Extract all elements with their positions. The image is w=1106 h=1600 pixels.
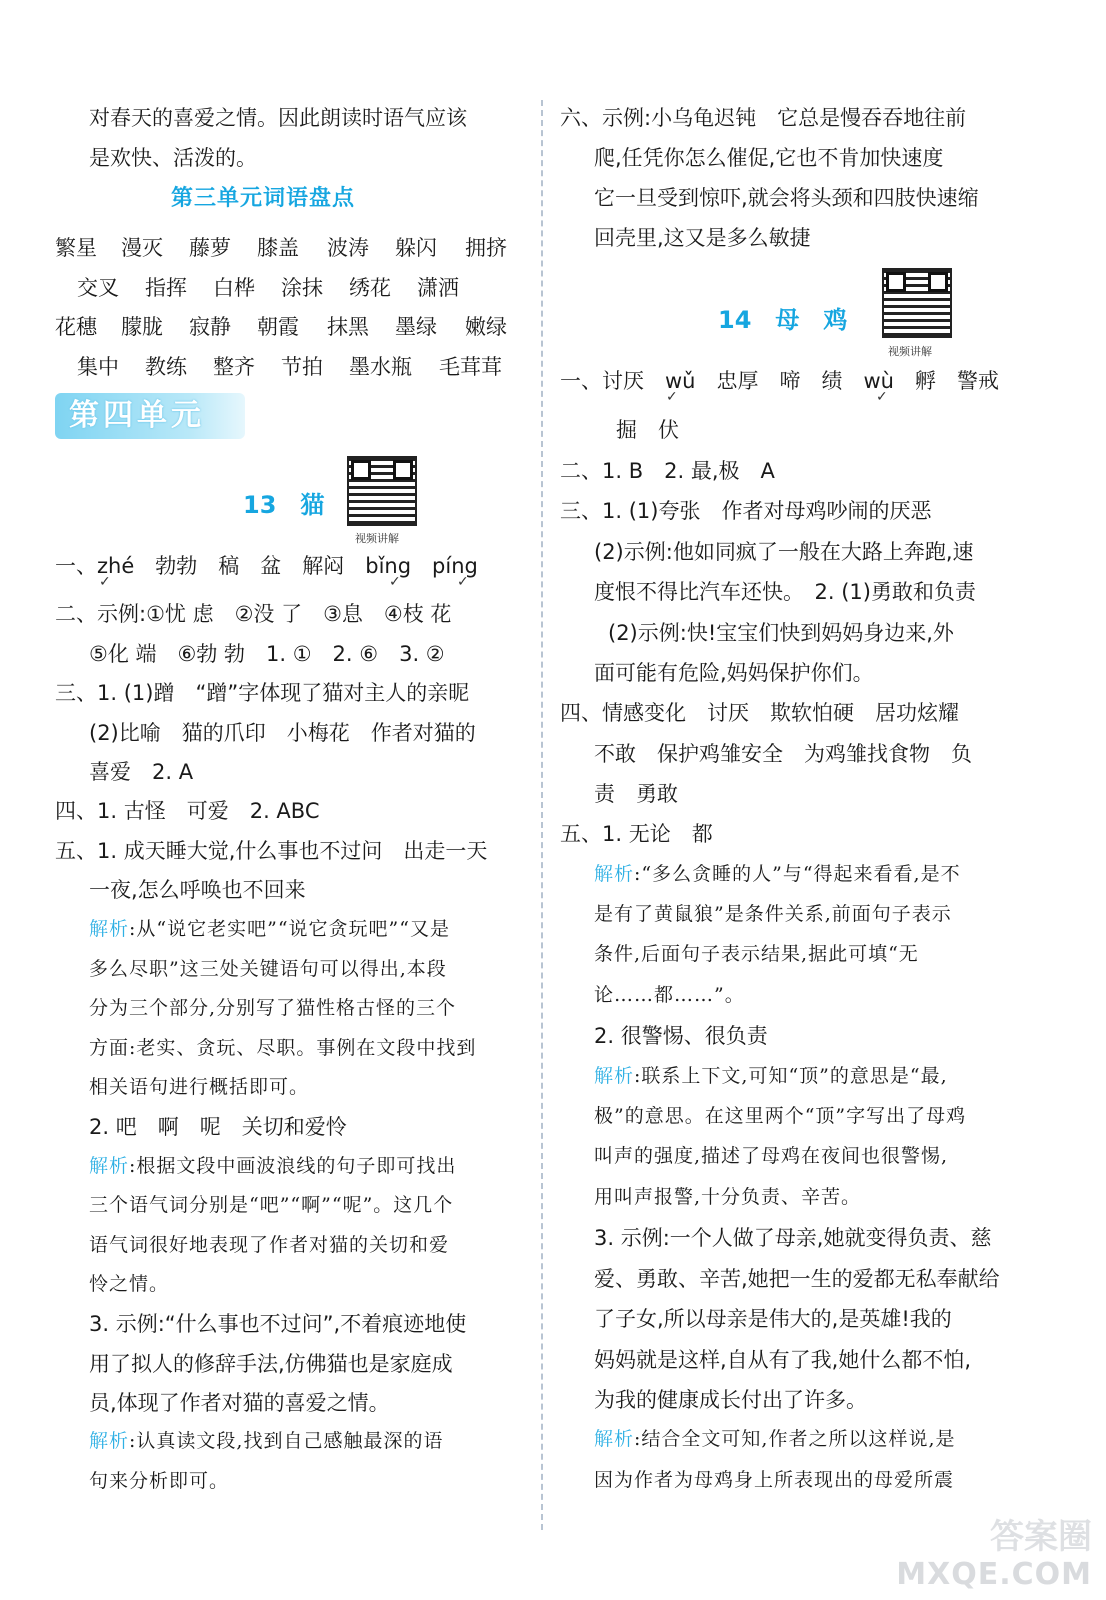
answer-line: 面可能有危险,妈妈保护你们。 xyxy=(594,661,874,685)
answer-line: 用了拟人的修辞手法,仿佛猫也是家庭成 xyxy=(89,1352,453,1376)
word: 花穗 xyxy=(55,315,97,339)
word: 白桦 xyxy=(213,276,255,300)
answer-line: 2. 很警惕、很负责 xyxy=(594,1024,768,1048)
analysis-label: 解析 xyxy=(89,1430,130,1452)
analysis-line xyxy=(594,1430,956,1449)
word: 波涛 xyxy=(327,236,369,260)
checkmark-icon: ✓ xyxy=(876,389,888,405)
analysis-line: 论……都……”。 xyxy=(594,984,745,1006)
analysis-line xyxy=(89,1432,443,1451)
answer-line: (2)比喻 猫的爪印 小梅花 作者对猫的 xyxy=(89,721,476,745)
analysis-text: :认真读文段,找到自己感触最深的语 xyxy=(129,1430,444,1452)
word: 绣花 xyxy=(349,276,391,300)
answer-line: (2)示例:他如同疯了一般在大路上奔跑,速 xyxy=(594,540,974,564)
analysis-line: 因为作者为母鸡身上所表现出的母爱所震 xyxy=(594,1469,955,1491)
word: 膝盖 xyxy=(257,236,299,260)
answer-line: 3. 示例:一个人做了母亲,她就变得负责、慈 xyxy=(594,1226,992,1250)
analysis-text: :联系上下文,可知“顶”的意思是“最, xyxy=(634,1065,948,1087)
analysis-line: 条件,后面句子表示结果,据此可填“无 xyxy=(594,943,919,965)
unit3-heading: 第三单元词语盘点 xyxy=(171,186,356,211)
analysis-label: 解析 xyxy=(89,918,130,940)
qr-label: 视频讲解 xyxy=(888,345,932,358)
analysis-text: :从“说它老实吧”“说它贪玩吧”“又是 xyxy=(129,918,450,940)
analysis-line: 语气词很好地表现了作者对猫的关切和爱 xyxy=(89,1234,450,1256)
word: 指挥 xyxy=(145,276,187,300)
checkmark-icon: ✓ xyxy=(666,389,678,405)
answer-line: 五、1. 无论 都 xyxy=(560,822,713,846)
answer-line: 员,体现了作者对猫的喜爱之情。 xyxy=(89,1391,390,1415)
word: 集中 xyxy=(77,355,119,379)
word: 墨水瓶 xyxy=(349,355,412,379)
word: 毛茸茸 xyxy=(439,355,502,379)
word: 抹黑 xyxy=(327,315,369,339)
analysis-line xyxy=(89,920,450,939)
analysis-text: :“多么贪睡的人”与“得起来看看,是不 xyxy=(634,863,961,885)
watermark: MXQE.COM xyxy=(896,1557,1092,1592)
word: 嫩绿 xyxy=(465,315,507,339)
answer-line: 二、示例:①忧 虑 ②没 了 ③息 ④枝 花 xyxy=(55,602,452,626)
analysis-line: 是有了黄鼠狼”是条件关系,前面句子表示 xyxy=(594,903,952,925)
word: 拥挤 xyxy=(465,236,507,260)
word: 墨绿 xyxy=(395,315,437,339)
answer-line: 一夜,怎么呼唤也不回来 xyxy=(89,878,306,902)
column-divider xyxy=(541,100,543,1530)
intro-line: 对春天的喜爱之情。因此朗读时语气应该 xyxy=(89,106,467,130)
analysis-line: 多么尽职”这三处关键语句可以得出,本段 xyxy=(89,958,447,980)
answer-line: 不敢 保护鸡雏安全 为鸡雏找食物 负 xyxy=(594,742,972,766)
answer-line: (2)示例:快!宝宝们快到妈妈身边来,外 xyxy=(608,621,954,645)
answer-line: 妈妈就是这样,自从有了我,她什么都不怕, xyxy=(594,1348,972,1372)
answer-line: ⑤化 端 ⑥勃 勃 1. ① 2. ⑥ 3. ② xyxy=(89,642,445,666)
analysis-label: 解析 xyxy=(594,1065,635,1087)
answer-line: 度恨不得比汽车还快。 2. (1)勇敢和负责 xyxy=(594,580,976,604)
checkmark-icon: ✓ xyxy=(99,574,111,590)
word: 潇洒 xyxy=(417,276,459,300)
answer-line: 四、情感变化 讨厌 欺软怕硬 居功炫耀 xyxy=(560,701,959,725)
qr-code-icon[interactable] xyxy=(882,268,952,338)
analysis-line xyxy=(594,865,961,884)
analysis-line: 怜之情。 xyxy=(89,1273,170,1295)
analysis-line: 三个语气词分别是“吧”“啊”“呢”。这几个 xyxy=(89,1194,454,1216)
checkmark-icon: ✓ xyxy=(389,574,401,590)
word: 藤萝 xyxy=(189,236,231,260)
answer-line: 六、示例:小乌龟迟钝 它总是慢吞吞地往前 xyxy=(560,106,967,130)
unit4-banner: 第四单元 xyxy=(55,393,245,439)
analysis-line: 方面:老实、贪玩、尽职。事例在文段中找到 xyxy=(89,1037,477,1059)
analysis-label: 解析 xyxy=(594,863,635,885)
analysis-line: 相关语句进行概括即可。 xyxy=(89,1076,310,1098)
analysis-line: 叫声的强度,描述了母鸡在夜间也很警惕, xyxy=(594,1145,949,1167)
analysis-line: 分为三个部分,分别写了猫性格古怪的三个 xyxy=(89,997,457,1019)
answer-line: 了子女,所以母亲是伟大的,是英雄!我的 xyxy=(594,1307,952,1331)
answer-line: 回壳里,这又是多么敏捷 xyxy=(594,226,811,250)
answer-line: 爱、勇敢、辛苦,她把一生的爱都无私奉献给 xyxy=(594,1267,1000,1291)
word: 朝霞 xyxy=(257,315,299,339)
analysis-line: 句来分析即可。 xyxy=(89,1470,230,1492)
word: 朦胧 xyxy=(121,315,163,339)
answer-line: 3. 示例:“什么事也不过问”,不着痕迹地使 xyxy=(89,1312,467,1336)
analysis-line: 用叫声报警,十分负责、辛苦。 xyxy=(594,1186,862,1208)
word: 漫灭 xyxy=(121,236,163,260)
word: 交叉 xyxy=(77,276,119,300)
word: 躲闪 xyxy=(395,236,437,260)
word: 寂静 xyxy=(189,315,231,339)
word: 节拍 xyxy=(281,355,323,379)
analysis-label: 解析 xyxy=(89,1155,130,1177)
answer-line: 三、1. (1)蹭 “蹭”字体现了猫对主人的亲昵 xyxy=(55,681,470,705)
answer-line: 三、1. (1)夸张 作者对母鸡吵闹的厌恶 xyxy=(560,499,932,523)
checkmark-icon: ✓ xyxy=(457,574,469,590)
analysis-line xyxy=(594,1067,948,1086)
analysis-line: 极”的意思。在这里两个“顶”字写出了母鸡 xyxy=(594,1105,967,1127)
lesson14-title: 14 母 鸡 xyxy=(718,306,848,334)
answer-line: 一、讨厌 wǔ 忠厚 啼 绩 wù 孵 警戒 xyxy=(560,369,999,393)
word: 教练 xyxy=(145,355,187,379)
analysis-line xyxy=(89,1157,456,1176)
word: 繁星 xyxy=(55,236,97,260)
answer-line: 它一旦受到惊吓,就会将头颈和四肢快速缩 xyxy=(594,186,979,210)
analysis-text: :根据文段中画波浪线的句子即可找出 xyxy=(129,1155,457,1177)
answer-line: 爬,任凭你怎么催促,它也不肯加快速度 xyxy=(594,146,944,170)
word: 整齐 xyxy=(213,355,255,379)
lesson13-title: 13 猫 xyxy=(243,491,325,519)
qr-label: 视频讲解 xyxy=(355,532,399,545)
qr-code-icon[interactable] xyxy=(347,456,417,526)
answer-line: 2. 吧 啊 呢 关切和爱怜 xyxy=(89,1115,347,1139)
answer-line: 为我的健康成长付出了许多。 xyxy=(594,1388,867,1412)
word: 涂抹 xyxy=(281,276,323,300)
answer-line: 喜爱 2. A xyxy=(89,760,194,784)
watermark-cn: 答案圈 xyxy=(990,1517,1092,1557)
analysis-label: 解析 xyxy=(594,1428,635,1450)
answer-line: 一、zhé 勃勃 稿 盆 解闷 bǐng píng xyxy=(55,554,478,578)
intro-line: 是欢快、活泼的。 xyxy=(89,146,257,170)
answer-line: 二、1. B 2. 最,极 A xyxy=(560,459,775,483)
answer-line: 掘 伏 xyxy=(616,418,679,442)
answer-line: 责 勇敢 xyxy=(594,782,678,806)
answer-line: 四、1. 古怪 可爱 2. ABC xyxy=(55,799,320,823)
analysis-text: :结合全文可知,作者之所以这样说,是 xyxy=(634,1428,956,1450)
answer-line: 五、1. 成天睡大觉,什么事也不过问 出走一天 xyxy=(55,839,488,863)
